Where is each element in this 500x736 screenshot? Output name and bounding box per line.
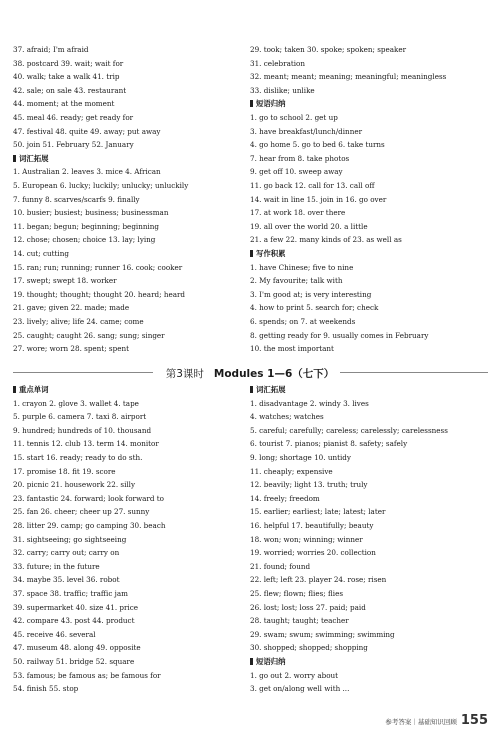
- answer-line: 9. long; shortage 10. untidy: [250, 453, 351, 462]
- section-marker-icon: [250, 100, 253, 107]
- section-heading: [13, 385, 49, 395]
- answer-line: 28. litter 29. camp; go camping 30. beach: [13, 521, 166, 530]
- answer-line: 17. at work 18. over there: [250, 208, 346, 218]
- answer-line: 9. get off 10. sweep away: [250, 167, 343, 177]
- section-heading-text: 词汇拓展: [256, 385, 286, 394]
- section-marker-icon: [250, 250, 253, 257]
- section-marker-icon: [13, 155, 16, 162]
- section-heading: [250, 99, 286, 109]
- answer-line: 18. won; won; winning; winner: [250, 534, 363, 544]
- answer-line: 22. left; left 23. player 24. rose; risen: [250, 575, 387, 585]
- answer-line: 19. all over the world 20. a little: [250, 221, 368, 231]
- section-heading-text: 写作积累: [256, 249, 286, 258]
- answer-line: 54. finish 55. stop: [13, 684, 79, 694]
- section-heading-text: 重点单词: [19, 385, 49, 394]
- section-heading: [250, 657, 286, 667]
- answer-line: 50. railway 51. bridge 52. square: [13, 657, 135, 666]
- section-heading: [250, 249, 286, 259]
- answer-line: 1. go out 2. worry about: [250, 670, 339, 680]
- answer-line: 3. have breakfast/lunch/dinner: [250, 126, 363, 136]
- modules-title: Modules 1—6（七下）: [213, 368, 335, 380]
- answer-line: 30. shopped; shopped; shopping: [250, 643, 368, 653]
- answer-line: 21. found; found: [250, 561, 311, 571]
- answer-line: 1. crayon 2. glove 3. wallet 4. tape: [13, 398, 139, 408]
- lesson-number: 第3课时: [165, 368, 204, 380]
- section-heading-text: 短语归纳: [256, 657, 286, 666]
- answer-line: 10. the most important: [250, 344, 334, 354]
- answer-line: 32. carry; carry out; carry on: [13, 548, 120, 558]
- answer-line: 34. maybe 35. level 36. robot: [13, 575, 120, 585]
- answer-line: 4. watches; watches: [250, 412, 324, 422]
- answer-line: 6. spends; on 7. at weekends: [250, 317, 356, 326]
- page-footer: [385, 713, 488, 728]
- answer-line: 15. ran; run; running; runner 16. cook; cooker: [13, 262, 183, 272]
- answer-line: 11. began; begun; beginning; beginning: [13, 221, 159, 231]
- answer-line: 27. wore; worn 28. spent; spent: [13, 344, 129, 354]
- answer-line: 2. My favourite; talk with: [250, 276, 343, 286]
- answer-line: 7. hear from 8. take photos: [250, 153, 350, 163]
- answer-line: 25. fan 26. cheer; cheer up 27. sunny: [13, 507, 150, 517]
- section-heading: [13, 154, 49, 164]
- answer-line: 8. getting ready for 9. usually comes in February: [250, 330, 429, 340]
- answer-line: 53. famous; be famous as; be famous for: [13, 670, 161, 680]
- answer-line: 47. festival 48. quite 49. away; put away: [13, 126, 161, 136]
- answer-line: 17. promise 18. fit 19. score: [13, 466, 116, 476]
- section-marker-icon: [13, 386, 16, 393]
- answer-line: 40. walk; take a walk 41. trip: [13, 72, 120, 82]
- answer-line: 14. cut; cutting: [13, 249, 69, 258]
- answer-line: 5. careful; carefully; careless; carelessly; carelessness: [250, 425, 448, 435]
- answer-line: 29. swam; swum; swimming; swimming: [250, 629, 395, 639]
- answer-line: 45. meal 46. ready; get ready for: [13, 113, 134, 122]
- answer-line: 15. start 16. ready; ready to do sth.: [13, 453, 143, 462]
- answer-line: 21. a few 22. many kinds of 23. as well as: [250, 235, 402, 245]
- answer-line: 23. fantastic 24. forward; look forward to: [13, 493, 164, 503]
- answer-line: 25. flew; flown; flies; flies: [250, 589, 344, 598]
- section-heading-text: 短语归纳: [256, 99, 286, 109]
- answer-line: 7. funny 8. scarves/scarfs 9. finally: [13, 194, 140, 204]
- answer-line: 33. dislike; unlike: [250, 85, 315, 95]
- answer-line: 31. celebration: [250, 58, 306, 68]
- answer-line: 47. museum 48. along 49. opposite: [13, 643, 141, 653]
- answer-line: 15. earlier; earliest; late; latest; later: [250, 507, 386, 517]
- answer-line: 37. space 38. traffic; traffic jam: [13, 589, 128, 598]
- section-marker-icon: [250, 658, 253, 665]
- answer-line: 39. supermarket 40. size 41. price: [13, 602, 138, 612]
- answer-line: 23. lively; alive; life 24. came; come: [13, 317, 144, 326]
- section-marker-icon: [250, 386, 253, 393]
- answer-line: 37. afraid; I'm afraid: [13, 45, 89, 54]
- section-heading-text: 词汇拓展: [19, 153, 49, 163]
- answer-line: 21. gave; given 22. made; made: [13, 303, 130, 313]
- answer-line: 29. took; taken 30. spoke; spoken; speaker: [250, 45, 407, 54]
- answer-line: 1. go to school 2. get up: [250, 113, 338, 122]
- answer-line: 32. meant; meant; meaning; meaningful; meaningless: [250, 72, 447, 82]
- answer-line: 16. helpful 17. beautifully; beauty: [250, 521, 374, 530]
- answer-line: 5. purple 6. camera 7. taxi 8. airport: [13, 412, 147, 422]
- answer-line: 42. sale; on sale 43. restaurant: [13, 85, 127, 95]
- answer-line: 12. chose; chosen; choice 13. lay; lying: [13, 235, 156, 245]
- answer-line: 42. compare 43. post 44. product: [13, 616, 135, 626]
- answer-line: 31. sightseeing; go sightseeing: [13, 534, 127, 544]
- answer-line: 12. beavily; light 13. truth; truly: [250, 480, 368, 490]
- answer-line: 14. wait in line 15. join in 16. go over: [250, 194, 387, 204]
- answer-line: 3. get on/along well with ...: [250, 684, 350, 694]
- answer-line: 4. go home 5. go to bed 6. take turns: [250, 140, 385, 150]
- answer-line: 6. tourist 7. pianos; pianist 8. safety; safely: [250, 439, 408, 449]
- answer-line: 11. go back 12. call for 13. call off: [250, 181, 375, 190]
- answer-line: 50. join 51. February 52. January: [13, 140, 134, 150]
- answer-line: 25. caught; caught 26. sang; sung; singer: [13, 330, 165, 340]
- answer-line: 10. busier; busiest; business; businessman: [13, 208, 169, 218]
- answer-line: 11. cheaply; expensive: [250, 466, 333, 476]
- answer-line: 5. European 6. lucky; luckily; unlucky; unluckily: [13, 181, 189, 190]
- answer-line: 19. thought; thought; thought 20. heard; heard: [13, 289, 186, 299]
- footer-label: 参考答案｜基础知识回顾: [385, 718, 457, 726]
- page-number: 155: [460, 713, 488, 728]
- answer-line: 1. disadvantage 2. windy 3. lives: [250, 398, 369, 408]
- answer-line: 9. hundred; hundreds of 10. thousand: [13, 425, 152, 435]
- answer-line: 44. moment; at the moment: [13, 99, 115, 109]
- answer-line: 3. I'm good at; is very interesting: [250, 289, 372, 299]
- section-heading: [250, 385, 286, 395]
- answer-line: 28. taught; taught; teacher: [250, 616, 349, 626]
- answer-line: 33. future; in the future: [13, 561, 100, 571]
- answer-line: 38. postcard 39. wait; wait for: [13, 58, 124, 68]
- answer-line: 17. swept; swept 18. worker: [13, 276, 117, 286]
- answer-line: 19. worried; worries 20. collection: [250, 548, 376, 558]
- answer-line: 26. lost; lost; loss 27. paid; paid: [250, 602, 366, 612]
- answer-line: 4. how to print 5. search for; check: [250, 303, 379, 313]
- answer-line: 20. picnic 21. housework 22. silly: [13, 480, 136, 490]
- answer-line: 45. receive 46. several: [13, 629, 96, 639]
- answer-line: 1. Australian 2. leaves 3. mice 4. African: [13, 167, 161, 177]
- answer-line: 14. freely; freedom: [250, 493, 320, 503]
- answer-line: 11. tennis 12. club 13. term 14. monitor: [13, 439, 159, 449]
- lesson-title: [0, 366, 500, 381]
- answer-line: 1. have Chinese; five to nine: [250, 262, 354, 272]
